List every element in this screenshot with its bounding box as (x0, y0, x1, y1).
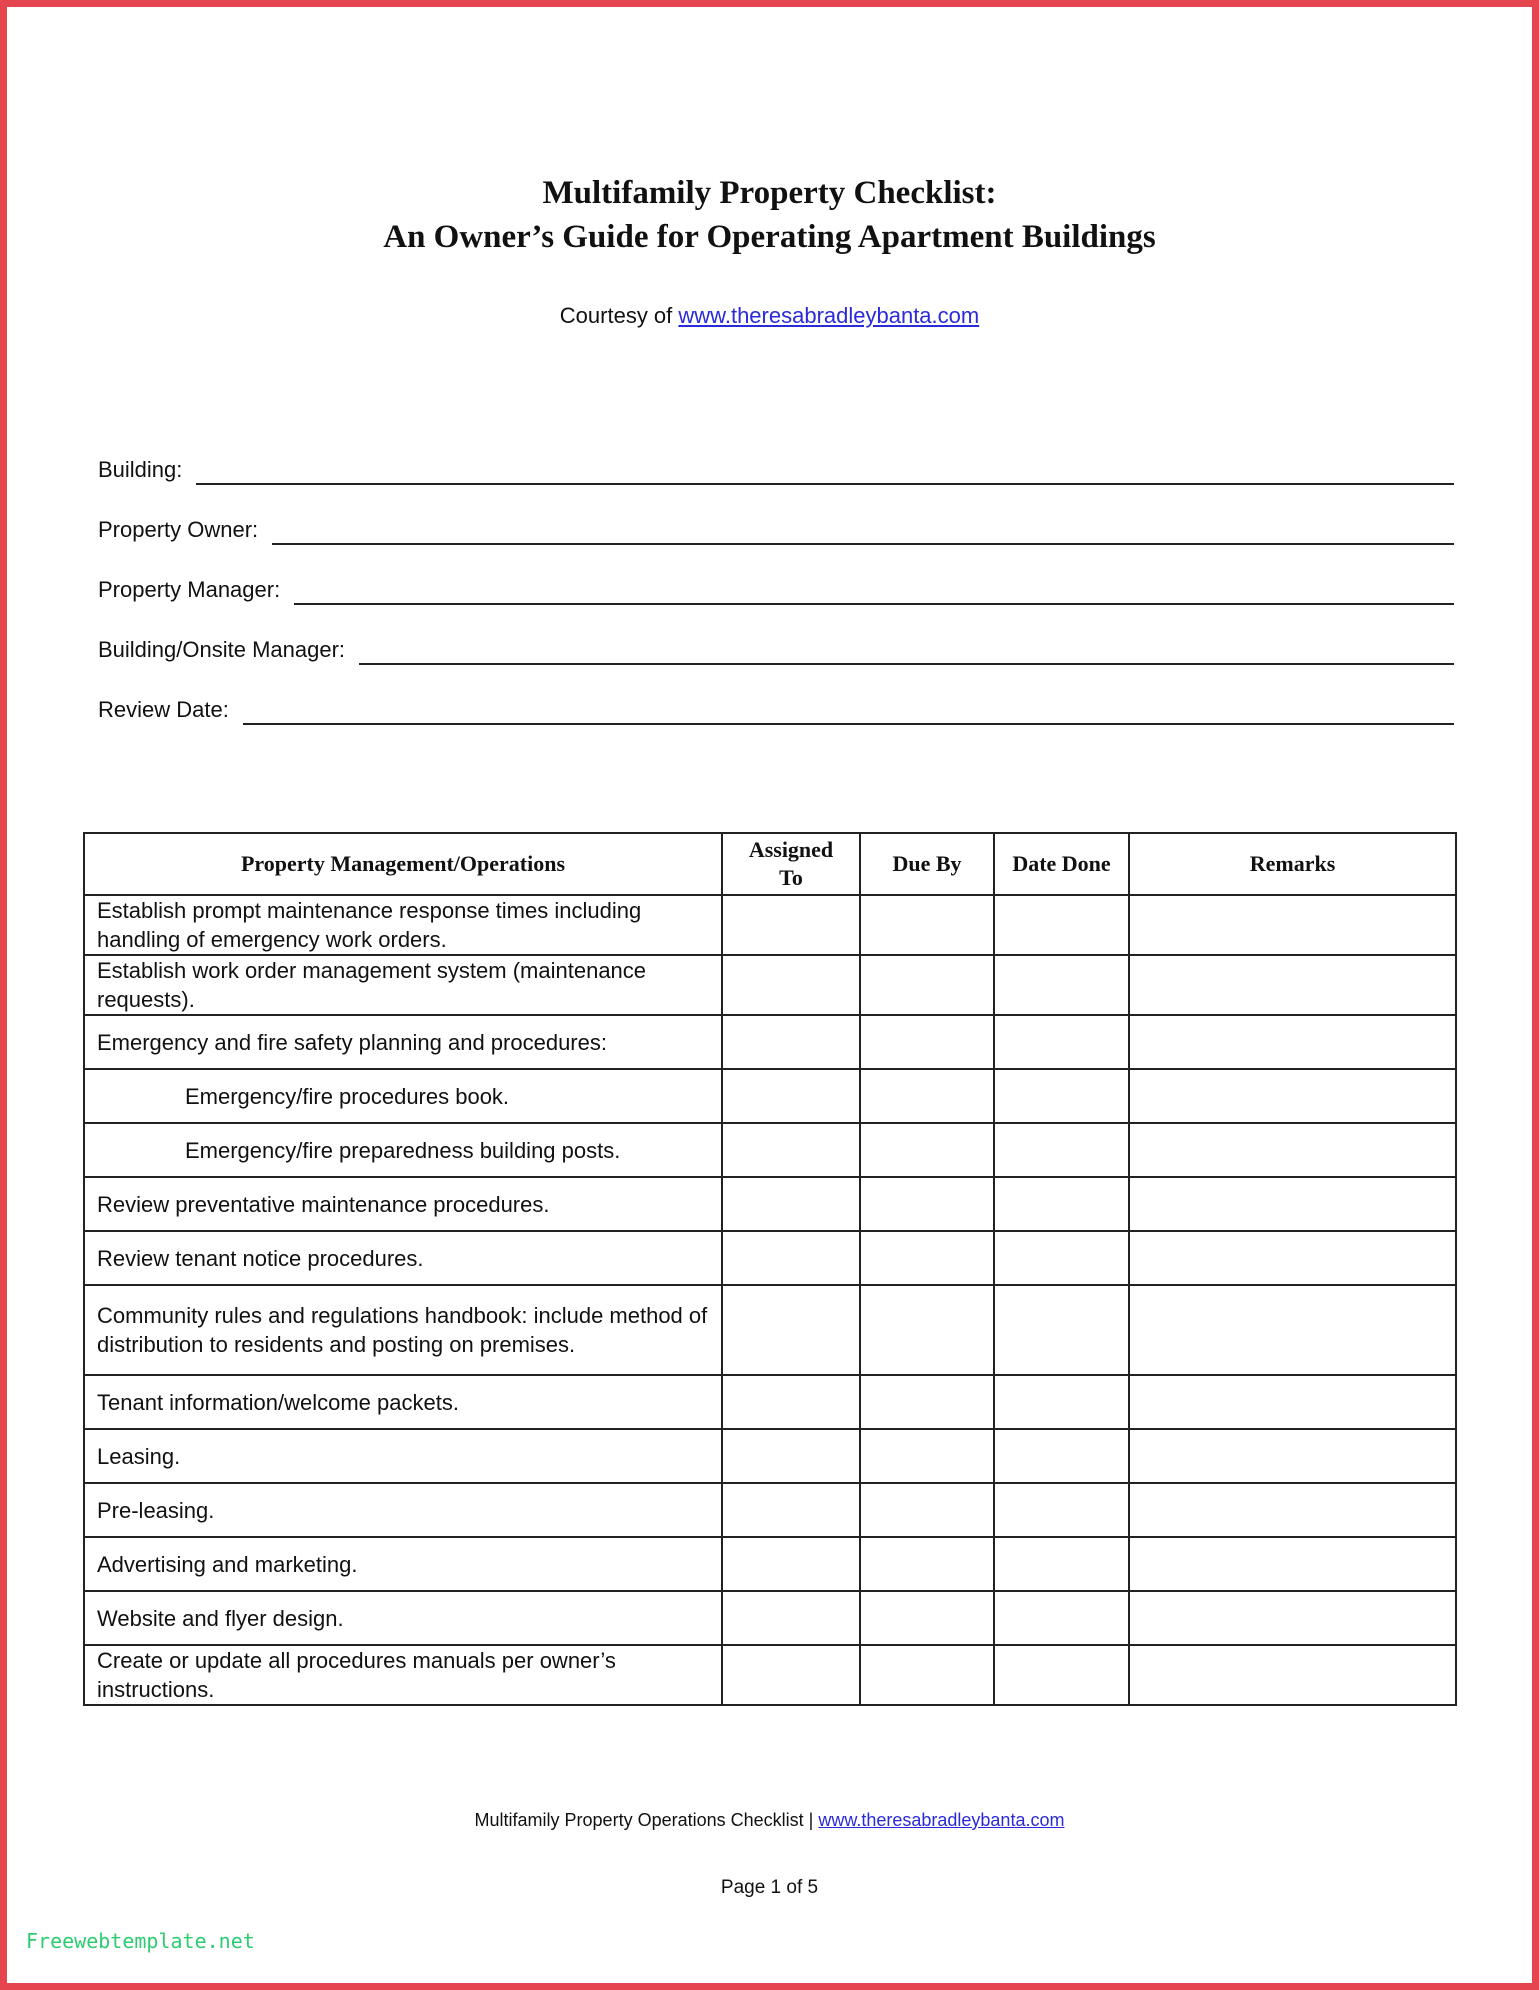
due-cell[interactable] (860, 955, 994, 1015)
done-cell[interactable] (994, 1285, 1129, 1375)
assigned-cell[interactable] (722, 1123, 860, 1177)
task-cell: Review tenant notice procedures. (84, 1231, 722, 1285)
done-cell[interactable] (994, 1015, 1129, 1069)
due-cell[interactable] (860, 1123, 994, 1177)
done-cell[interactable] (994, 1483, 1129, 1537)
task-cell: Emergency/fire procedures book. (84, 1069, 722, 1123)
table-row (84, 1483, 1456, 1537)
field-building (98, 425, 1454, 485)
done-cell[interactable] (994, 1123, 1129, 1177)
header-operations: Property Management/Operations (84, 833, 722, 895)
done-cell[interactable] (994, 1645, 1129, 1705)
remarks-cell[interactable] (1129, 1591, 1456, 1645)
header-remarks: Remarks (1129, 833, 1456, 895)
courtesy-link[interactable]: www.theresabradleybanta.com (678, 303, 980, 328)
remarks-cell[interactable] (1129, 1429, 1456, 1483)
checklist-table (83, 832, 1457, 1706)
remarks-cell[interactable] (1129, 1231, 1456, 1285)
remarks-cell[interactable] (1129, 1537, 1456, 1591)
table-row (84, 1069, 1456, 1123)
header-due-by: Due By (860, 833, 994, 895)
task-cell: Community rules and regulations handbook: include method of distribution to residents and posting on premises. (84, 1285, 722, 1375)
remarks-cell[interactable] (1129, 1177, 1456, 1231)
done-cell[interactable] (994, 1429, 1129, 1483)
field-label: Property Manager: (98, 577, 281, 602)
info-fields (98, 425, 1454, 725)
table-row (84, 1231, 1456, 1285)
field-line-property-owner[interactable] (272, 517, 1454, 545)
task-cell: Establish prompt maintenance response times including handling of emergency work orders. (84, 895, 722, 955)
due-cell[interactable] (860, 1069, 994, 1123)
done-cell[interactable] (994, 895, 1129, 955)
field-property-manager (98, 545, 1454, 605)
task-cell: Advertising and marketing. (84, 1537, 722, 1591)
assigned-cell[interactable] (722, 1069, 860, 1123)
done-cell[interactable] (994, 1177, 1129, 1231)
task-cell: Leasing. (84, 1429, 722, 1483)
done-cell[interactable] (994, 955, 1129, 1015)
header-assigned-to: Assigned To (722, 833, 860, 895)
field-line-building[interactable] (196, 457, 1454, 485)
courtesy-prefix: Courtesy of (559, 303, 679, 328)
assigned-cell[interactable] (722, 895, 860, 955)
field-label: Building/Onsite Manager: (98, 637, 346, 662)
done-cell[interactable] (994, 1069, 1129, 1123)
table-row (84, 1375, 1456, 1429)
done-cell[interactable] (994, 1375, 1129, 1429)
assigned-cell[interactable] (722, 1429, 860, 1483)
header-date-done: Date Done (994, 833, 1129, 895)
due-cell[interactable] (860, 1483, 994, 1537)
table-row (84, 1177, 1456, 1231)
remarks-cell[interactable] (1129, 955, 1456, 1015)
title-line-2: An Owner’s Guide for Operating Apartment Buildings (383, 219, 1156, 255)
done-cell[interactable] (994, 1591, 1129, 1645)
task-cell: Pre-leasing. (84, 1483, 722, 1537)
field-line-review-date[interactable] (243, 697, 1454, 725)
remarks-cell[interactable] (1129, 895, 1456, 955)
due-cell[interactable] (860, 1375, 994, 1429)
assigned-cell[interactable] (722, 1177, 860, 1231)
due-cell[interactable] (860, 1015, 994, 1069)
assigned-cell[interactable] (722, 1537, 860, 1591)
assigned-cell[interactable] (722, 1591, 860, 1645)
task-cell: Tenant information/welcome packets. (84, 1375, 722, 1429)
field-review-date (98, 665, 1454, 725)
assigned-cell[interactable] (722, 1285, 860, 1375)
page-number: Page 1 of 5 (720, 1877, 819, 1898)
due-cell[interactable] (860, 1645, 994, 1705)
due-cell[interactable] (860, 1285, 994, 1375)
remarks-cell[interactable] (1129, 1375, 1456, 1429)
remarks-cell[interactable] (1129, 1015, 1456, 1069)
done-cell[interactable] (994, 1537, 1129, 1591)
assigned-cell[interactable] (722, 1483, 860, 1537)
footer-text: Multifamily Property Operations Checklist | (474, 1810, 819, 1830)
assigned-cell[interactable] (722, 1375, 860, 1429)
field-onsite-manager (98, 605, 1454, 665)
due-cell[interactable] (860, 1231, 994, 1285)
courtesy-line (10, 303, 1529, 329)
watermark: Freewebtemplate.net (26, 1929, 255, 1953)
table-row (84, 1591, 1456, 1645)
remarks-cell[interactable] (1129, 1123, 1456, 1177)
table-row (84, 1015, 1456, 1069)
due-cell[interactable] (860, 1429, 994, 1483)
table-row (84, 955, 1456, 1015)
table-row (84, 1285, 1456, 1375)
assigned-cell[interactable] (722, 1645, 860, 1705)
table-row (84, 895, 1456, 955)
due-cell[interactable] (860, 1177, 994, 1231)
table-row (84, 1429, 1456, 1483)
table-row (84, 1537, 1456, 1591)
done-cell[interactable] (994, 1231, 1129, 1285)
table-row (84, 1645, 1456, 1705)
remarks-cell[interactable] (1129, 1285, 1456, 1375)
footer-link[interactable]: www.theresabradleybanta.com (818, 1810, 1065, 1830)
task-cell: Establish work order management system (maintenance requests). (84, 955, 722, 1015)
assigned-cell[interactable] (722, 955, 860, 1015)
footer-line (10, 1810, 1529, 1831)
due-cell[interactable] (860, 895, 994, 955)
due-cell[interactable] (860, 1537, 994, 1591)
field-label: Review Date: (98, 697, 229, 722)
field-line-onsite-manager[interactable] (359, 637, 1454, 665)
task-cell: Website and flyer design. (84, 1591, 722, 1645)
field-line-property-manager[interactable] (294, 577, 1454, 605)
field-label: Property Owner: (98, 517, 259, 542)
task-cell: Create or update all procedures manuals per owner’s instructions. (84, 1645, 722, 1705)
document-page (10, 10, 1529, 1980)
remarks-cell[interactable] (1129, 1483, 1456, 1537)
assigned-cell[interactable] (722, 1015, 860, 1069)
field-label: Building: (98, 457, 183, 482)
remarks-cell[interactable] (1129, 1645, 1456, 1705)
assigned-cell[interactable] (722, 1231, 860, 1285)
task-cell: Review preventative maintenance procedures. (84, 1177, 722, 1231)
task-cell: Emergency/fire preparedness building posts. (84, 1123, 722, 1177)
remarks-cell[interactable] (1129, 1069, 1456, 1123)
table-header-row (84, 833, 1456, 895)
due-cell[interactable] (860, 1591, 994, 1645)
field-property-owner (98, 485, 1454, 545)
task-cell: Emergency and fire safety planning and procedures: (84, 1015, 722, 1069)
title-line-1: Multifamily Property Checklist: (542, 175, 997, 211)
table-row (84, 1123, 1456, 1177)
